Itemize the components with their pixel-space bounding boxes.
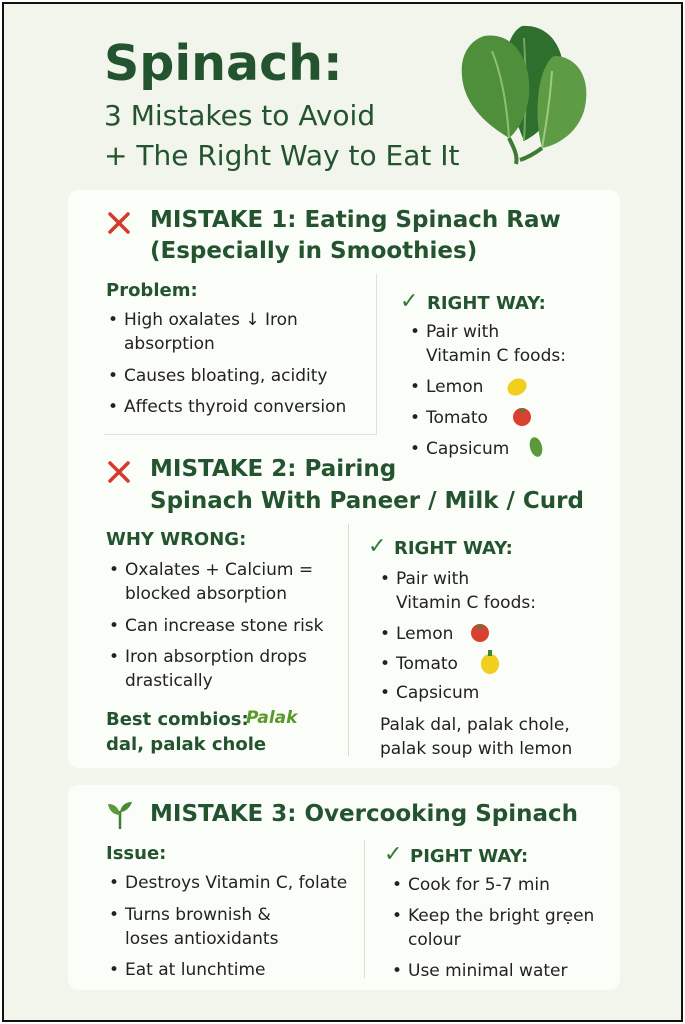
- tomato-icon: [468, 620, 492, 644]
- best-combos-line-2: dal, palak chole: [106, 734, 267, 755]
- list-item-continued: colour: [408, 930, 461, 950]
- list-item: • Affects thyroid conversion: [108, 397, 347, 417]
- tomato-icon: [510, 404, 534, 428]
- list-item-continued: blocked absorption: [125, 584, 287, 604]
- list-item-continued: Vitamin C foods:: [426, 346, 566, 366]
- issue-label: Issue:: [106, 843, 167, 864]
- mistake-1-heading-line-2: (Especially in Smoothies): [150, 238, 478, 264]
- right-way-note-line-2: palak soup with lemon: [380, 739, 573, 759]
- list-item: • Capsicum: [410, 439, 510, 459]
- subtitle-line-1: 3 Mistakes to Avoid: [104, 99, 376, 132]
- yellow-pepper-icon: [478, 649, 502, 677]
- list-item: • High oxalates ↓ Iron: [108, 310, 298, 330]
- list-item: • Iron absorption drops: [109, 647, 307, 667]
- divider: [348, 524, 349, 756]
- list-item: • Lemon: [380, 624, 454, 644]
- list-item: • Pair with: [380, 569, 470, 589]
- lemon-icon: [504, 374, 530, 400]
- list-item: • Tomato: [410, 408, 488, 428]
- list-item: • Cook for 5-7 min: [392, 875, 550, 895]
- checkmark-icon: ✓: [384, 842, 403, 867]
- list-item: • Keep the bright grẹen: [392, 906, 595, 926]
- subtitle-line-2: + The Right Way to Eat It: [104, 139, 460, 172]
- page-title: Spinach:: [104, 35, 343, 92]
- list-item: • Oxalates + Calcium =: [109, 560, 314, 580]
- right-way-label-1: RIGHT WAY:: [427, 293, 546, 314]
- list-item: • Capsicum: [380, 683, 480, 703]
- list-item: • Causes bloating, acidity: [108, 366, 328, 386]
- x-mark-icon: [106, 210, 132, 236]
- checkmark-icon: ✓: [368, 534, 387, 559]
- list-item: • Eat at lunchtime: [109, 960, 266, 980]
- why-wrong-label: WHY WRONG:: [106, 529, 247, 550]
- list-item: • Use minimal water: [392, 961, 568, 981]
- list-item-continued: drastically: [125, 671, 213, 691]
- checkmark-icon: ✓: [400, 289, 419, 314]
- list-item: • Turns brownish &: [109, 905, 271, 925]
- mistake-1-heading-line-1: MISTAKE 1: Eating Spinach Raw: [150, 207, 561, 233]
- list-item: • Can increase stone risk: [109, 616, 324, 636]
- best-combos-label: Best combios:: [106, 709, 249, 730]
- mistake-2-heading-line-2: Spinach With Paneer / Milk / Curd: [150, 488, 584, 514]
- mistake-3-card: [68, 785, 620, 990]
- mistakes-1-2-card: [68, 190, 620, 768]
- infographic: [2, 2, 683, 1022]
- mistake-3-heading: MISTAKE 3: Overcooking Spinach: [150, 801, 579, 827]
- list-item: • Pair with: [410, 322, 500, 342]
- right-way-label-2: RIGHT WAY:: [394, 538, 513, 559]
- list-item: • Destroys Vitamin C, folate: [109, 873, 348, 893]
- mistake-2-heading-line-1: MISTAKE 2: Pairing: [150, 456, 397, 482]
- right-way-note-line-1: Palak dal, palak chole,: [380, 715, 570, 735]
- sprout-icon: [104, 799, 136, 831]
- spinach-leaves-icon: [444, 16, 594, 166]
- list-item-continued: absorption: [124, 334, 215, 354]
- capsicum-icon: [526, 433, 546, 459]
- list-item: • Lemon: [410, 377, 484, 397]
- right-way-label-3: PIGHT WAY:: [410, 846, 529, 867]
- list-item-continued: loses antioxidants: [125, 929, 279, 949]
- list-item: • Tomato: [380, 654, 458, 674]
- divider: [364, 840, 365, 978]
- x-mark-icon: [106, 459, 132, 485]
- best-combos-script: Palak: [246, 708, 298, 728]
- problem-label: Problem:: [106, 280, 198, 301]
- list-item-continued: Vitamin C foods:: [396, 593, 536, 613]
